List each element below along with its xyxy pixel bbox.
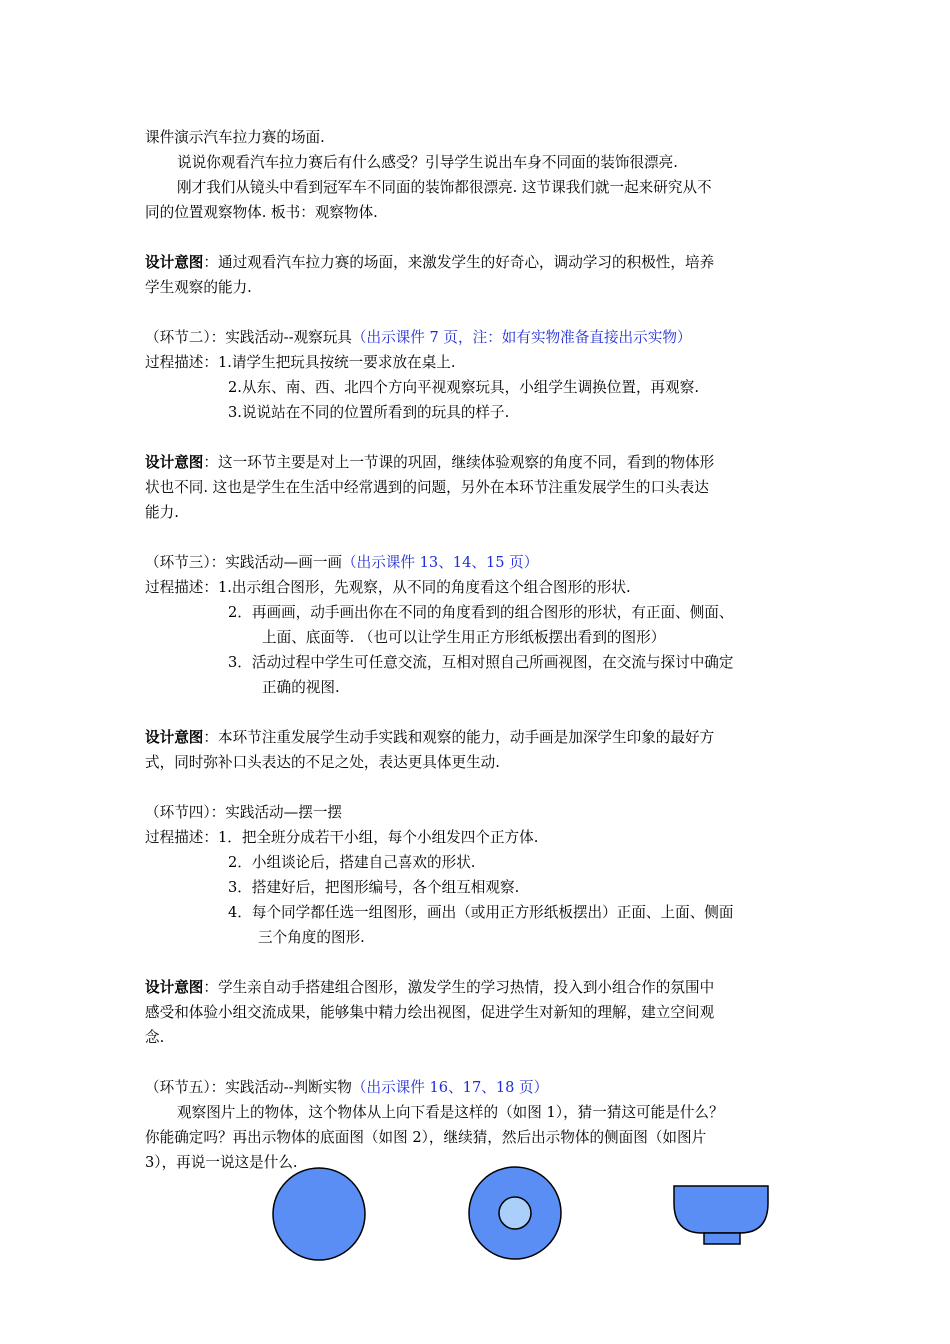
section-4-step-3: 3．搭建好后，把图形编号，各个组互相观察.	[228, 879, 520, 896]
design-intent-text: ：本环节注重发展学生动手实践和观察的能力，动手画是加深学生印象的最好方	[203, 729, 715, 746]
design-intent-1-line-2: 学生观察的能力.	[145, 279, 252, 296]
section-4-step-4b: 三个角度的图形.	[258, 929, 365, 946]
intro-line-2: 说说你观看汽车拉力赛后有什么感受？引导学生说出车身不同面的装饰很漂亮.	[177, 154, 678, 171]
design-intent-text: ：通过观看汽车拉力赛的场面，来激发学生的好奇心，调动学习的积极性，培养	[203, 254, 715, 271]
intro-line-3: 刚才我们从镜头中看到冠军车不同面的装饰都很漂亮. 这节课我们就一起来研究从不	[177, 179, 712, 196]
step-text: 1.出示组合图形，先观察，从不同的角度看这个组合图形的形状.	[217, 579, 631, 596]
section-2-step-1	[145, 353, 455, 373]
figure-2-bottom-view	[467, 1165, 565, 1263]
section-2-heading	[145, 328, 692, 348]
design-intent-1-line-1	[145, 253, 714, 273]
design-intent-text: ：这一环节主要是对上一节课的巩固，继续体验观察的角度不同，看到的物体形	[203, 454, 715, 471]
section-3-step-1	[145, 578, 631, 598]
design-intent-text: ：学生亲自动手搭建组合图形，激发学生的学习热情，投入到小组合作的氛围中	[203, 979, 715, 996]
section-4-heading: （环节四）：实践活动—摆一摆	[145, 804, 343, 821]
design-intent-3-line-2: 式，同时弥补口头表达的不足之处，表达更具体更生动.	[145, 754, 500, 771]
section-note: （出示课件 7 页，注：如有实物准备直接出示实物）	[351, 329, 692, 346]
step-text: 1.请学生把玩具按统一要求放在桌上.	[217, 354, 456, 371]
design-intent-2-line-2: 状也不同. 这也是学生在生活中经常遇到的问题，另外在本环节注重发展学生的口头表达	[145, 479, 709, 496]
section-heading-text: （环节五）：实践活动--判断实物	[145, 1079, 352, 1096]
section-5-heading	[145, 1078, 548, 1098]
figure-1-top-view	[270, 1165, 368, 1263]
section-note: （出示课件 16、17、18 页）	[351, 1079, 549, 1096]
design-intent-2-line-3: 能力.	[145, 504, 179, 521]
design-intent-label: 设计意图	[145, 729, 204, 746]
section-5-para-line-3: 3），再说一说这是什么.	[145, 1154, 298, 1171]
design-intent-label: 设计意图	[145, 254, 204, 271]
process-label: 过程描述：	[145, 829, 218, 846]
section-3-step-2b: 上面、底面等. （也可以让学生用正方形纸板摆出看到的图形）	[262, 629, 666, 646]
side-view-bowl-base-icon	[704, 1233, 740, 1244]
step-text: 1．把全班分成若干小组，每个小组发四个正方体.	[217, 829, 539, 846]
section-3-step-3b: 正确的视图.	[262, 679, 340, 696]
process-label: 过程描述：	[145, 579, 218, 596]
section-4-step-2: 2．小组谈论后，搭建自己喜欢的形状.	[228, 854, 476, 871]
top-view-circle-icon	[273, 1168, 365, 1260]
intro-line-4: 同的位置观察物体. 板书：观察物体.	[145, 204, 378, 221]
section-3-step-3a: 3．活动过程中学生可任意交流，互相对照自己所画视图，在交流与探讨中确定	[228, 654, 734, 671]
bottom-view-inner-circle-icon	[499, 1197, 531, 1229]
section-4-step-4a: 4．每个同学都任选一组图形，画出（或用正方形纸板摆出）正面、上面、侧面	[228, 904, 734, 921]
section-heading-text: （环节二）：实践活动--观察玩具	[145, 329, 352, 346]
side-view-bowl-icon	[674, 1186, 768, 1233]
section-4-step-1	[145, 828, 538, 848]
design-intent-4-line-1	[145, 978, 714, 998]
figure-3-side-view	[670, 1183, 774, 1249]
design-intent-2-line-1	[145, 453, 714, 473]
design-intent-label: 设计意图	[145, 979, 204, 996]
section-note: （出示课件 13、14、15 页）	[342, 554, 539, 571]
section-3-heading	[145, 553, 538, 573]
intro-line-1: 课件演示汽车拉力赛的场面.	[145, 129, 325, 146]
design-intent-3-line-1	[145, 728, 714, 748]
design-intent-4-line-3: 念.	[145, 1029, 165, 1046]
design-intent-4-line-2: 感受和体验小组交流成果，能够集中精力绘出视图，促进学生对新知的理解，建立空间观	[145, 1004, 715, 1021]
design-intent-label: 设计意图	[145, 454, 204, 471]
section-heading-text: （环节三）：实践活动—画一画	[145, 554, 343, 571]
section-5-para-line-1: 观察图片上的物体，这个物体从上向下看是这样的（如图 1），猜一猜这可能是什么？	[177, 1104, 724, 1121]
section-5-para-line-2: 你能确定吗？再出示物体的底面图（如图 2），继续猜，然后出示物体的侧面图（如图片	[145, 1129, 707, 1146]
section-2-step-2: 2.从东、南、西、北四个方向平视观察玩具，小组学生调换位置，再观察.	[228, 379, 699, 396]
section-2-step-3: 3.说说站在不同的位置所看到的玩具的样子.	[228, 404, 510, 421]
section-3-step-2a: 2．再画画，动手画出你在不同的角度看到的组合图形的形状，有正面、侧面、	[228, 604, 734, 621]
process-label: 过程描述：	[145, 354, 218, 371]
